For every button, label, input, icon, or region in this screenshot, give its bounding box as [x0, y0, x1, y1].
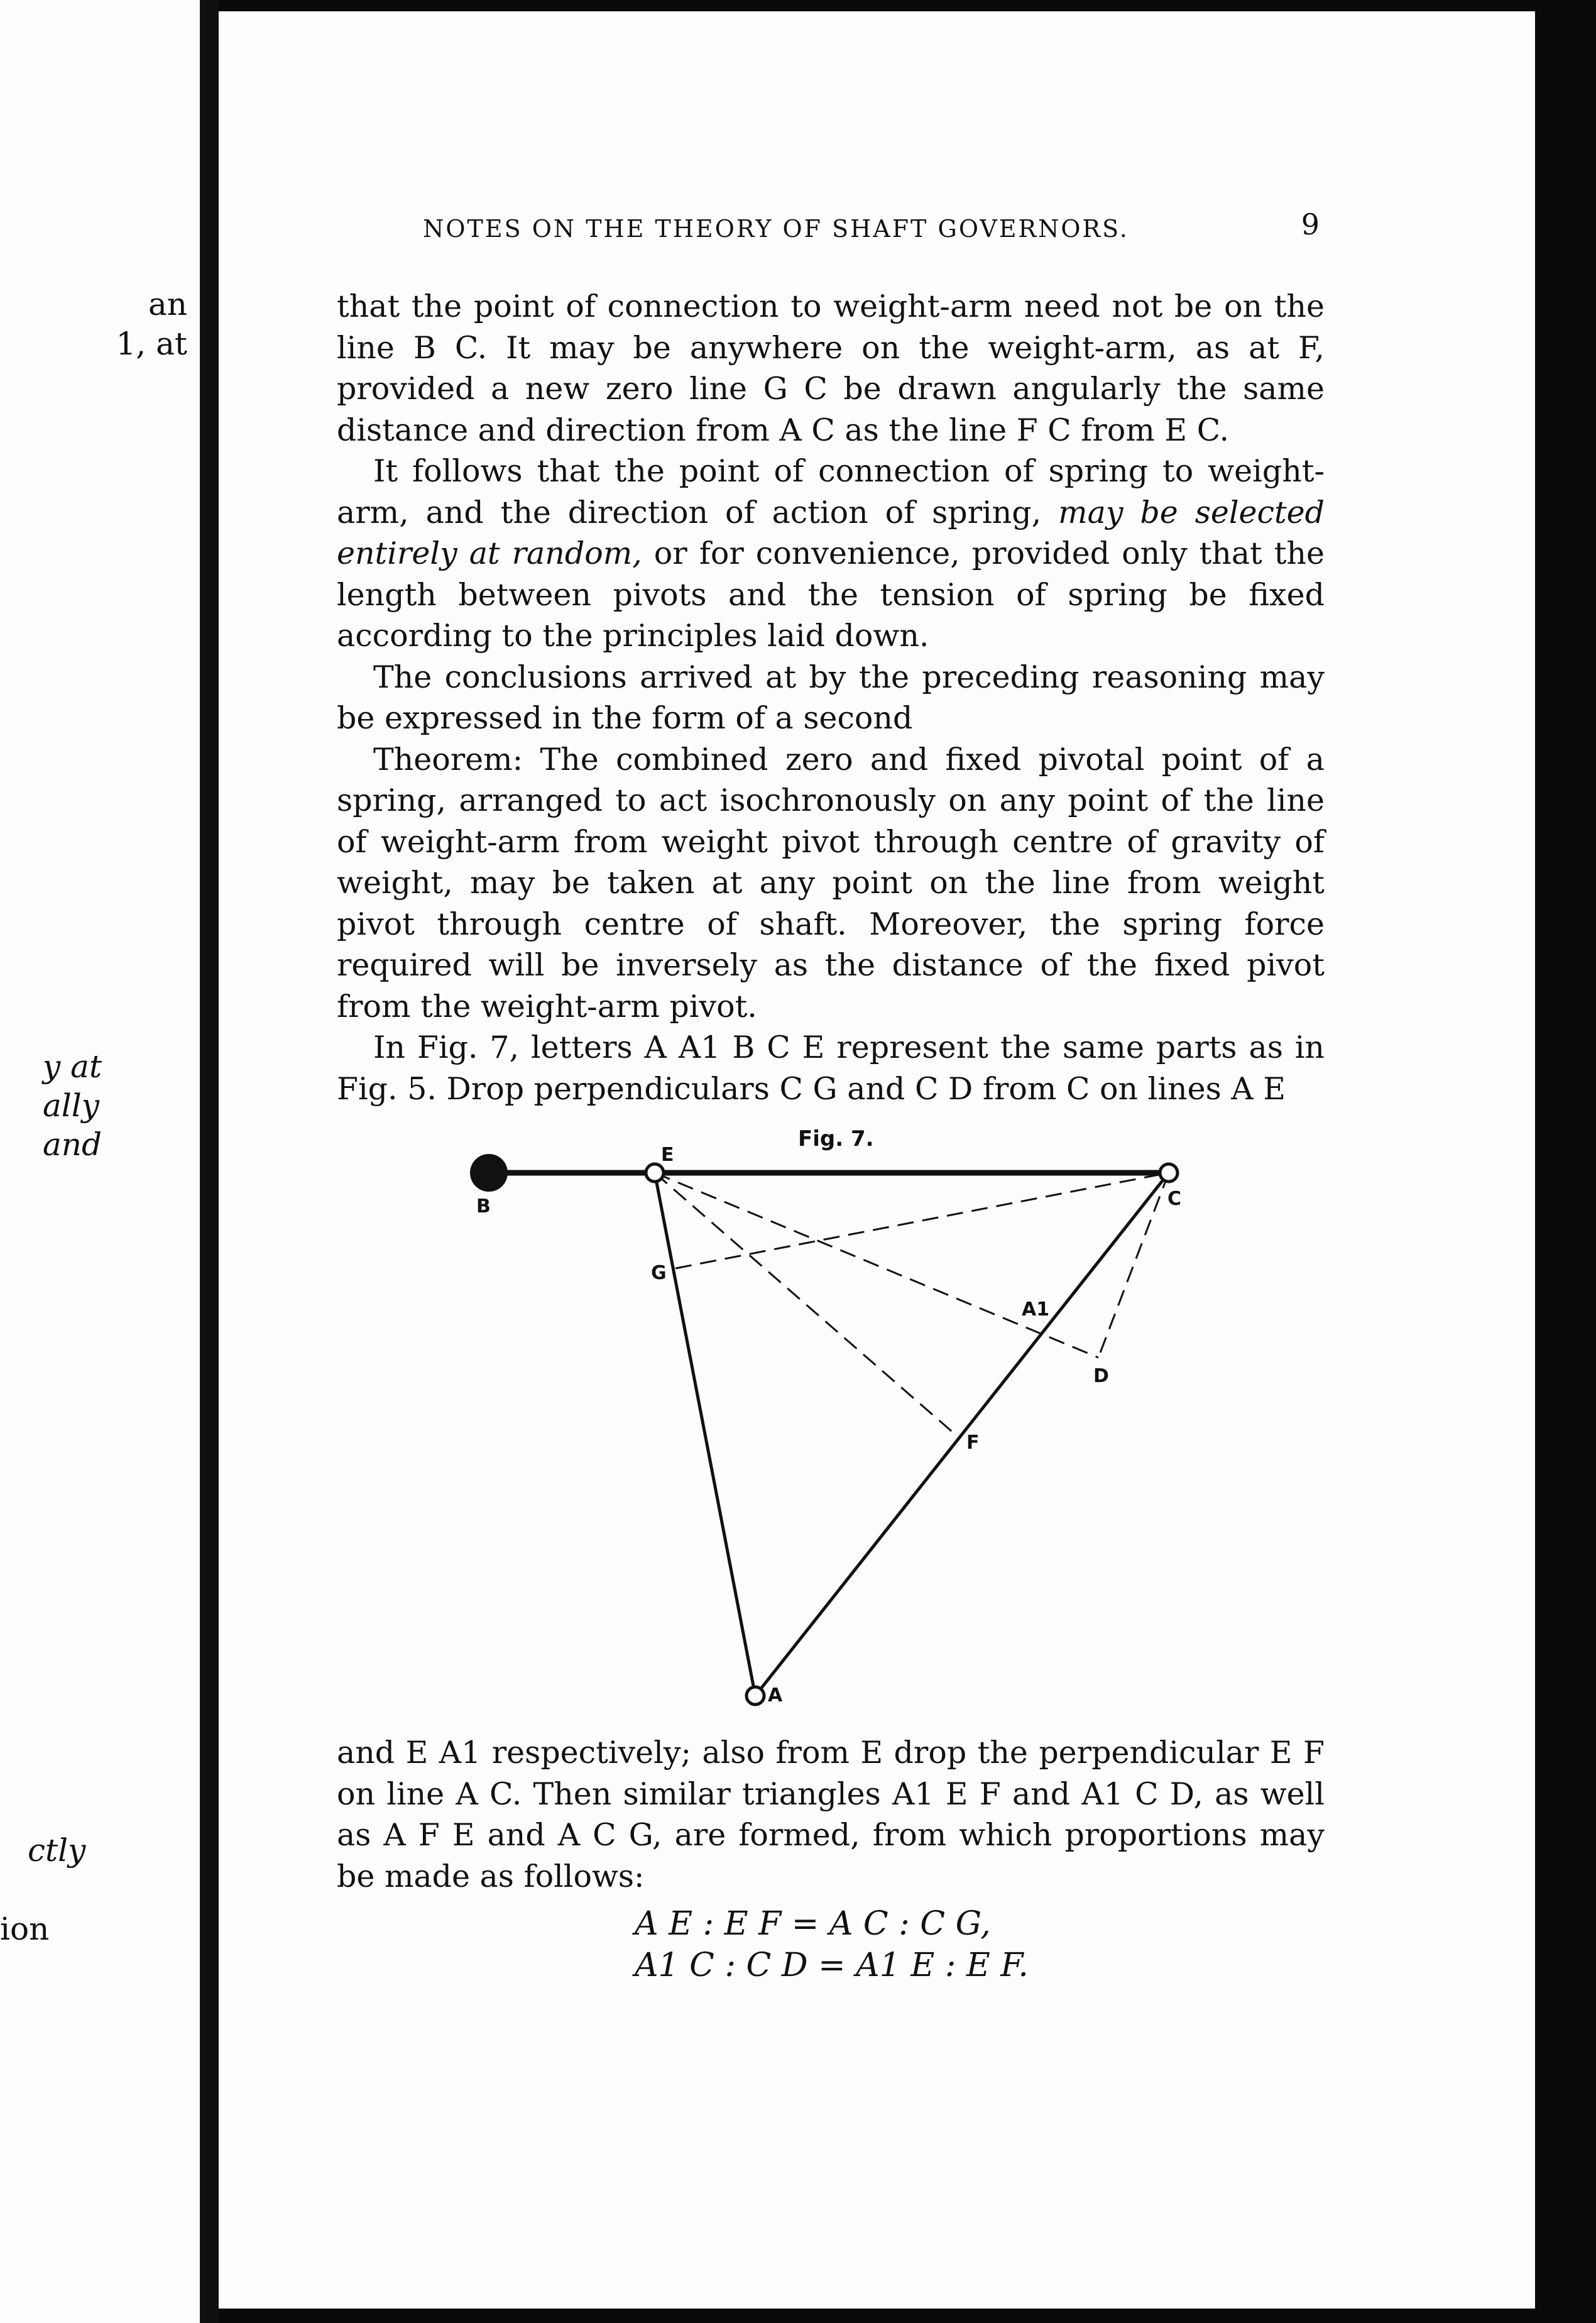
paragraph-2-start: It follows that the point of connection of spring to weight-arm, and the direction of action of spring, [337, 453, 1325, 530]
left-page-text-1: an [148, 286, 187, 322]
equation-1: A E : E F = A C : C G, [635, 1905, 991, 1943]
paragraph-2-italic: may be selected entirely at random, [337, 494, 1325, 571]
label-F: F [966, 1432, 980, 1454]
theorem-paragraph: Theorem: The combined zero and fixed pivotal point of a spring, arranged to act isochronously on any point of the line of weight-arm from weight pivot through centre of gravity of weight, may be taken at any point on the line from weight pivot through centre of shaft. Moreover, the spring force required will be inversely as the distance of the fixed pivot from the weight-arm pivot. [337, 741, 1325, 1024]
equation-2: A1 C : C D = A1 E : E F. [635, 1947, 1029, 1984]
paragraph-fig-intro: In Fig. 7, letters A A1 B C E represent the same parts as in Fig. 5. Drop perpendiculars C G and C D from C on lines A E [337, 1030, 1325, 1107]
dashed-E-D [655, 1173, 1098, 1358]
dashed-E-F [655, 1173, 955, 1434]
label-A1: A1 [1022, 1299, 1050, 1321]
weight-B [470, 1154, 508, 1192]
label-C: C [1167, 1188, 1182, 1210]
page-number: 9 [1301, 207, 1320, 241]
left-page-text-7: ion [0, 1911, 50, 1947]
label-G: G [651, 1262, 667, 1284]
label-B: B [476, 1195, 491, 1217]
equations [635, 1903, 1074, 1986]
paragraph-after-figure: and E A1 respectively; also from E drop the perpendicular E F on line A C. Then similar triangles A1 E F and A1 C D, as well as A F E and A C G, are formed, from which proportions may be made as follows: [337, 1735, 1325, 1894]
dashed-G-C [675, 1173, 1169, 1268]
dashed-C-D [1098, 1173, 1169, 1358]
line-C-A [755, 1173, 1169, 1696]
left-page-text-5: and [43, 1126, 102, 1163]
label-D: D [1093, 1365, 1109, 1387]
left-page-text-2: 1, at [116, 326, 187, 362]
left-page-text-4: ally [43, 1087, 100, 1124]
body-text-bottom [337, 1732, 1325, 1897]
pivot-C [1160, 1164, 1178, 1182]
pivot-E [646, 1164, 664, 1182]
paragraph-1: that the point of connection to weight-arm need not be on the line B C. It may be anywhere on the weight-arm, as at F, provided a new zero line G C be drawn angularly the same distance and direction from A C as the line F C from E C. [337, 288, 1325, 448]
paragraph-3: The conclusions arrived at by the preceding reasoning may be expressed in the form of a second [337, 659, 1325, 736]
left-page-text-6: ctly [28, 1832, 86, 1869]
paragraph-2-end: or for convenience, provided only that the length between pivots and the tension of spring be fixed according to the principles laid down. [337, 535, 1325, 654]
running-title: NOTES ON THE THEORY OF SHAFT GOVERNORS. [423, 215, 1129, 243]
left-page-text-3: y at [43, 1048, 102, 1085]
label-A: A [768, 1684, 783, 1706]
figure-title: Fig. 7. [798, 1126, 874, 1151]
label-E: E [661, 1144, 674, 1166]
line-E-A [655, 1173, 755, 1696]
pivot-A [746, 1687, 764, 1705]
